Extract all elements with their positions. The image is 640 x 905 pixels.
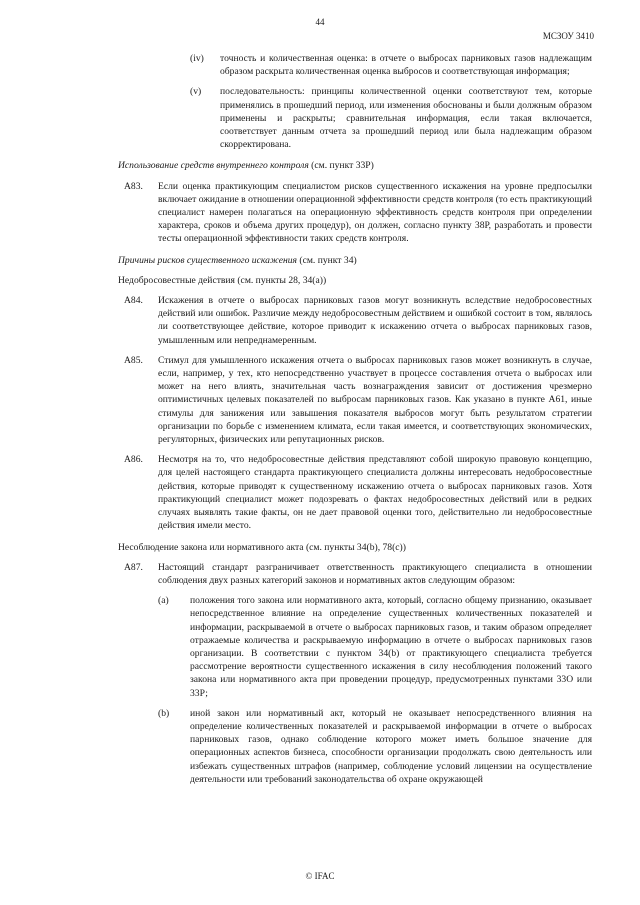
paragraph-text: Стимул для умышленного искажения отчета о выбросах парниковых газов может возникнуть в случае, если, например, у тех, кто непосредственно участвует в процессе составления отчета о выбросах или может на него влиять, значительная часть вознаграждения зависит от достижения чрезмерно оптимистичных целевых показателей по выбросам парниковых газов. Как указано в пункте A61, иные стимулы для занижения или завышения показателя выбросов могут быть результатом стратегии организации по борьбе с изменением климата, если такая имеется, и соответствующих экономических, регуляторных, физических или репутационных рисков. <box>158 354 592 446</box>
paragraph-number: A87. <box>124 561 143 573</box>
document-code: МСЗОУ 3410 <box>542 31 594 41</box>
paragraph-number: A86. <box>124 454 143 466</box>
section-heading <box>118 159 592 172</box>
paragraph-number: A83. <box>124 180 143 192</box>
item-text: последовательность: принципы количественной оценки соответствуют тем, которые применялись в прошедший период, или изменения обоснованы и были должным образом применены и раскрыты; сравнительная информация, если такая включается, соответствует данным отчета за прошедший период или была надлежащим образом скорректирована. <box>220 86 592 151</box>
list-item <box>118 707 592 786</box>
heading-italic: Использование средств внутреннего контроля <box>118 160 309 172</box>
subsection-heading: Недобросовестные действия (см. пункты 28, 34(a)) <box>118 274 327 286</box>
item-label: (b) <box>158 707 170 719</box>
paragraph-number: A85. <box>124 354 143 366</box>
paragraph <box>118 294 592 347</box>
paragraph-text: Если оценка практикующим специалистом рисков существенного искажения на уровне предпосылки включает ожидание в отношении операционной эффективности средств контроля (то есть практикующий специалист намерен полагаться на операционную эффективность средств контроля при определении характера, сроков и объема других процедур), он должен, согласно пункту 38Р, разработать и провести тесты операционной эффективности таких средств контроля. <box>158 180 592 245</box>
heading-ref: (см. пункт 34) <box>296 254 357 266</box>
list-item <box>118 594 592 700</box>
paragraph-text: Несмотря на то, что недобросовестные действия представляют собой широкую правовую концепцию, для целей настоящего стандарта практикующего специалиста должны интересовать недобросовестные действия, которые приводят к существенному искажению отчета о выбросах парниковых газов. Хотя практикующий специалист может подозревать о фактах недобросовестных действий или в редких случаях выявлять такие факты, он не дает правовой оценки того, действительно ли недобросовестные действия имели место. <box>158 454 592 532</box>
heading-ref: (см. пункт 33Р) <box>308 160 374 172</box>
item-label: (a) <box>158 595 169 607</box>
page-footer: © IFAC <box>305 870 335 881</box>
item-label: (iv) <box>190 53 204 64</box>
heading-italic: Причины рисков существенного искажения <box>118 254 297 266</box>
paragraph-number: A84. <box>124 295 143 307</box>
item-text: иной закон или нормативный акт, который не оказывает непосредственного влияния на определение количественных показателей и раскрываемой информации в отчете о выбросах парниковых газов, однако соблюдение которого может иметь большое значение для операционных аспектов бизнеса, способности организации продолжать свою деятельность или избежать существенных штрафов (например, соблюдение условий лицензии на осуществление деятельности или требований законодательства об охране окружающей <box>190 707 592 785</box>
item-text: точность и количественная оценка: в отчете о выбросах парниковых газов надлежащим образом раскрыта количественная оценка выбросов и соответствующая информация; <box>220 53 592 78</box>
document-body <box>118 52 592 793</box>
paragraph-text: Настоящий стандарт разграничивает ответственность практикующего специалиста в отношении соблюдения двух разных категорий законов и нормативных актов следующим образом: <box>158 561 592 586</box>
paragraph <box>118 354 592 446</box>
item-text: положения того закона или нормативного акта, который, согласно общему признанию, оказывает непосредственное влияние на определение существенных количественных показателей и информации, раскрываемой в отчете о выбросах парниковых газов, и таким образом определяет отражаемые количества и раскрываемую информацию в отчете о выбросах парниковых газов организации. В соответствии с пунктом 34(b) от практикующего специалиста требуется рассмотрение вероятности существенного искажения в силу несоблюдения положений такого закона или нормативного акта при проведении процедур, предусмотренных пунктами 33О или 33Р; <box>190 595 592 699</box>
paragraph <box>118 561 592 587</box>
list-item <box>118 85 592 151</box>
section-heading <box>118 254 592 267</box>
page-number: 44 <box>315 17 325 27</box>
paragraph-text: Искажения в отчете о выбросах парниковых газов могут возникнуть вследствие недобросовестных действий или ошибок. Различие между недобросовестным действием и ошибкой состоит в том, являлось ли соответствующее действие, которое приводит к искажению отчета о выбросах парниковых газов, умышленным или непреднамеренным. <box>158 295 592 346</box>
list-item <box>118 52 592 78</box>
subsection-heading: Несоблюдение закона или нормативного акта (см. пункты 34(b), 78(c)) <box>118 541 406 553</box>
item-label: (v) <box>190 86 202 98</box>
paragraph <box>118 180 592 246</box>
paragraph <box>118 453 592 532</box>
